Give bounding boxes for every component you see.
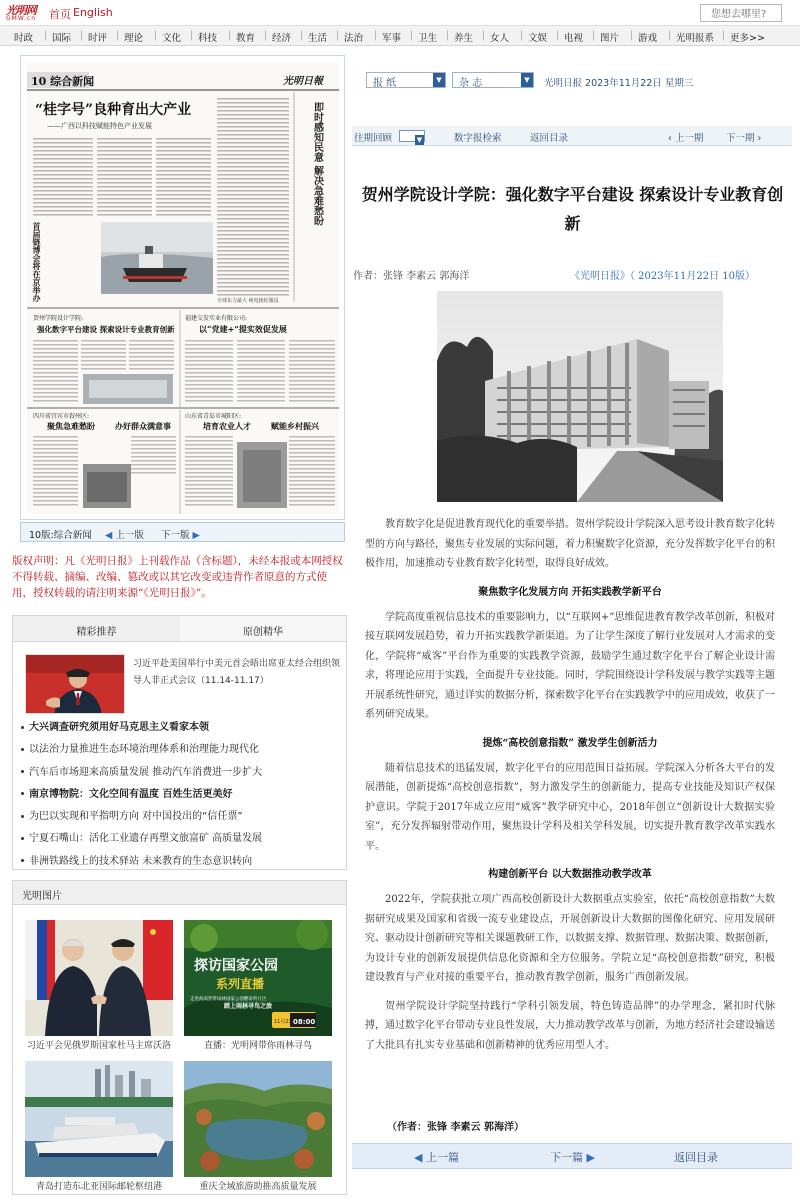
nav-item[interactable]: 文化 [162,33,182,44]
next-page-button[interactable]: 下一版 ▶ [161,530,200,541]
article-paragraph: 2022年，学院获批立项广西高校创新设计大数据重点实验室，依托“高校创意指数”大数据研究成果及国家和省级一流专业建设点，开展创新设计大数据的图像化研究、应用发展研究、驱动设计创新研究等相关课题教研工作，以数据支撑、数据管理、数据决策、数据创新，为设计专业的创新发展提供信息化资源和全方位服务。学院立足“高校创意指数”研究，积极建设教育与产业对接的重要平台，推动教育教学创新，服务广西创新发展。 [365,894,775,983]
chevron-right-icon: ▶ [586,1151,595,1164]
nav-item[interactable]: 电视 [564,33,584,44]
recommend-item[interactable] [21,855,346,877]
bullet-icon [21,726,24,729]
article-title: 贺州学院设计学院：强化数字平台建设 探索设计专业教育创新 [361,185,784,233]
issue-selector [352,70,792,92]
bullet-icon [21,837,24,840]
recommend-box [12,615,347,870]
magazine-select[interactable] [452,72,534,88]
bullet-icon [21,859,24,862]
nav-item[interactable]: 理论 [124,33,144,44]
issue-date: 光明日报 2023年11月22日 星期三 [544,78,694,89]
nav-item[interactable]: 经济 [272,33,292,44]
article-subheading: 聚焦数字化发展方向 开拓实践教学新平台 [478,586,662,598]
article-subheading: 构建创新平台 以大数据推动教学改革 [488,869,652,880]
paper-story2-tag: 贺州学院设计学院: [33,315,84,322]
nav-separator: | [668,30,672,41]
paper-story2-head: 强化数字平台建设 探索设计专业教育创新 [37,325,175,334]
nav-separator: | [80,30,84,41]
nav-separator: | [264,30,268,41]
top-bar [0,0,800,26]
photo-overlay-tagline: 踏上雨林寻鸟之旅 [224,1003,273,1010]
nav-separator: | [592,30,596,41]
page-label: 10版:综合新闻 [29,530,92,541]
photo-overlay-title-a: 探访国家公园 [194,958,278,974]
nav-item[interactable]: 生活 [308,33,328,44]
recommend-item-text: 非洲铁路线上的技术驿站 未来教育的生态意识转向 [29,855,253,867]
nav-separator: | [336,30,340,41]
paper-side-column: 即时感知民意 解决急难愁盼 [311,102,323,226]
paper-story3-tag: 福建交发实业有限公司: [185,315,248,322]
paper-photo-caption: 全球东力最大 纯电拖轮服役 [217,298,279,304]
prev-article-button[interactable]: ◀ 上一篇 [414,1151,459,1164]
paper-masthead: 光明日報 [283,76,323,87]
paper-story5-tag: 山东省青岛市城阳区: [185,413,242,420]
paper-story5-head-a: 培育农业人才 [203,421,251,431]
photos-box [12,880,347,1195]
article-paragraph: 教育数字化是促进教育现代化的重要举措。贺州学院设计学院深入思考设计教育数字化转型的方向与路径，聚焦专业发展的实际问题，着力积聚数字化资源，充分发挥数字化平台的积极作用，加速推动专业教育数字化转型，取得良好成效。 [365,519,775,569]
nav-item[interactable]: 科技 [198,33,218,44]
photo-overlay-title-b: 系列直播 [216,977,265,991]
recommend-item-text: 南京博物院：文化空间有温度 百姓生活更美好 [29,788,233,800]
nav-item[interactable]: 光明报系 [676,33,715,44]
article-paragraph: 贺州学院设计学院坚持践行“学科引领发展，特色铸造品牌”的办学理念，紧扣时代脉搏，通过数字化平台带动专业良性发展，大力推动教学改革与创新，为地方经济社会建设输送了大批具有扎实专业基础和创新精神的优秀应用型人才。 [365,1000,775,1051]
photo-caption[interactable]: 重庆全域旅游助推高质量发展 [199,1182,317,1192]
chevron-left-icon: ‹ [668,133,672,144]
nav-separator: | [228,30,232,41]
nav-item[interactable]: 图片 [600,33,620,44]
nav-separator: | [446,30,450,41]
logo-text: 光明网 [6,4,36,17]
newspaper-select-value: 报 纸 [373,78,397,89]
home-link[interactable]: 首页 [49,8,71,21]
photo-caption[interactable]: 直播：光明网带你雨林寻鸟 [203,1041,312,1051]
nav-separator: | [630,30,634,41]
prev-issue-button[interactable]: ‹ 上一期 [668,133,704,144]
search-archive-link[interactable]: 数字报检索 [454,133,502,144]
article-subheading: 提炼“高校创意指数” 激发学生创新活力 [482,737,658,749]
chevron-down-icon: ▼ [416,136,423,144]
paper-subhead-1: ——广西以科技赋能特色产业发展 [47,122,152,130]
recommend-item[interactable] [21,743,346,765]
next-page-icon: ▶ [192,530,200,541]
article-source[interactable]: 《光明日报》（ 2023年11月22日 10版） [570,271,755,282]
paper-story5-head-b: 赋能乡村振兴 [271,421,319,431]
photo-item[interactable] [184,920,332,1036]
nav-separator: | [722,30,726,41]
paper-vertical-title: 首届链博会将在京举办 [32,222,42,302]
photo-item[interactable] [25,920,173,1036]
recommend-item[interactable] [21,832,346,854]
nav-separator: | [300,30,304,41]
nav-item[interactable]: 军事 [382,33,402,44]
photos-box-title: 光明图片 [13,881,346,905]
nav-item[interactable]: 文娱 [528,33,548,44]
paper-story4-head-b: 办好群众满意事 [115,421,171,431]
recommend-item-text: 为巴以实现和平指明方向 对中国投出的“信任票” [29,811,243,823]
paper-story4-head-a: 聚焦急难愁盼 [47,421,95,431]
recommend-headline[interactable]: 习近平赴美国举行中美元首会晤出席亚太经合组织领导人非正式会议（11.14-11.17） [133,659,341,686]
chevron-down-icon: ▼ [521,73,533,87]
recommend-tabs [13,616,346,642]
prev-page-icon: ◀ [105,530,113,541]
paper-story3-head: 以“党建+”提实效促发展 [199,324,287,334]
site-logo[interactable] [6,5,44,21]
recommend-item[interactable] [21,766,346,788]
page-nav-bar [20,522,345,542]
article-author: 作者：张锋 李素云 郭海洋 [353,271,470,282]
chevron-left-icon: ◀ [414,1151,423,1164]
tab-original[interactable]: 原创精华 [180,616,346,642]
nav-separator: | [190,30,194,41]
past-issues-select[interactable] [399,130,425,142]
bullet-icon [21,748,24,751]
paper-headline-1: “桂字号”良种育出大产业 [35,102,192,118]
chevron-down-icon: ▼ [433,73,445,87]
paper-story4-tag: 四川省宜宾市叙州区: [33,413,90,420]
nav-item[interactable]: 时评 [88,33,108,44]
photo-overlay-date: 11月23日 [274,1019,297,1025]
photo-overlay-time: 08:00 [293,1018,316,1026]
article-paragraph: 随着信息技术的迅猛发展，数字化平台的应用范围日益拓展。学院深入分析各大平台的发展潜能，创新提炼“高校创意指数”，努力激发学生的创新能力，提高专业技能及知识产权保护意识。学院于2017年成立应用“威客”教学研究中心，2018年创立“创新设计大数据实验室”，充分发挥辐射带动作用，聚焦设计学科及相关学科发展，切实提升教育教学改革实践水平。 [365,762,775,852]
nav-separator: | [482,30,486,41]
chevron-right-icon: › [757,133,762,144]
recommend-item[interactable] [21,810,346,832]
recommend-item-text: 宁夏石嘴山：活化工业遗存再塑文旅富矿 高质量发展 [29,833,263,845]
nav-item[interactable]: 游戏 [638,33,658,44]
nav-item[interactable]: 养生 [454,33,474,44]
photo-item[interactable] [25,1061,173,1177]
article-body [365,515,775,1064]
nav-item[interactable]: 卫生 [418,33,438,44]
article-signature: （作者：张锋 李素云 郭海洋） [387,1122,524,1133]
nav-item[interactable]: 时政 [14,33,34,44]
nav-item[interactable]: 法治 [344,33,364,44]
recommend-list [21,721,346,877]
nav-item[interactable]: 更多>> [730,33,765,44]
newspaper-page-image[interactable] [27,62,339,514]
back-to-toc-button[interactable]: 返回目录 [674,1151,718,1164]
article-photo [437,291,723,502]
nav-separator: | [374,30,378,41]
paper-page-label: 10 综合新闻 [31,75,95,88]
prev-page-button[interactable]: ◀ 上一版 [105,530,144,541]
next-issue-button[interactable]: 下一期 › [726,133,762,144]
recommend-item[interactable] [21,788,346,810]
english-link[interactable]: English [73,6,113,19]
article-bottom-nav [352,1143,792,1169]
nav-separator: | [116,30,120,41]
bullet-icon [21,770,24,773]
recommend-item-text: 大兴调查研究须用好马克思主义看家本领 [29,722,209,733]
toc-link[interactable]: 返回目录 [530,133,569,144]
nav-separator: | [410,30,414,41]
recommend-item[interactable] [21,721,346,743]
bullet-icon [21,792,24,795]
recommend-photo[interactable] [25,654,125,714]
next-article-button[interactable]: 下一篇 ▶ [550,1151,595,1164]
bullet-icon [21,815,24,818]
logo-subtext: GMW.cn [6,15,37,22]
main-nav [0,26,800,46]
article-paragraph: 学院高度重视信息技术的重要影响力，以“互联网+”思维促进教育教学改革创新，积极对接互联网发展趋势，着力开拓实践教学新渠道。为了让学生深度了解行业发展对人才需求的变化，学院将“威客”平台作为重要的实践教学资源，鼓励学生通过数字化平台了解企业设计需求，将理论应用于实践，全面提升专业技能。同时，学院围绕设计学科发展与教学实践等主题开展系统性研究，通过详实的数据分析，探索数字化平台在实践教学中的应用成效，收获了一系列研究成果。 [365,611,775,720]
copyright-notice: 版权声明：凡《光明日报》上刊载作品（含标题），未经本报或本网授权不得转载、摘编、改编、篡改或以其它改变或违背作者原意的方式使用，授权转载的请注明来源“《光明日报》”。 [12,555,343,599]
recommend-item-text: 汽车后市场迎来高质量发展 推动汽车消费进一步扩大 [29,766,263,778]
nav-separator: | [520,30,524,41]
photo-caption[interactable]: 习近平会见俄罗斯国家杜马主席沃洛 [26,1041,171,1051]
issue-toolbar [352,126,792,146]
nav-item[interactable]: 国际 [52,33,72,44]
search-input[interactable] [700,4,782,22]
nav-item[interactable]: 女人 [490,33,510,44]
photo-caption[interactable]: 青岛打造东北亚国际邮轮枢纽港 [35,1182,162,1192]
nav-separator: | [556,30,560,41]
newspaper-select[interactable] [366,72,446,88]
nav-separator: | [154,30,158,41]
nav-item[interactable]: 教育 [236,33,256,44]
photo-item[interactable] [184,1061,332,1177]
tab-featured[interactable]: 精彩推荐 [13,616,180,642]
newspaper-page-frame [20,55,345,520]
magazine-select-value: 杂 志 [459,78,483,89]
past-issues-label: 往期回顾 [354,133,393,144]
photo-overlay-subtitle: 走进海南热带雨林国家公园鹦哥岭片区 [190,997,267,1002]
recommend-item-text: 以法治力量推进生态环境治理体系和治理能力现代化 [29,744,259,756]
nav-separator: | [44,30,48,41]
